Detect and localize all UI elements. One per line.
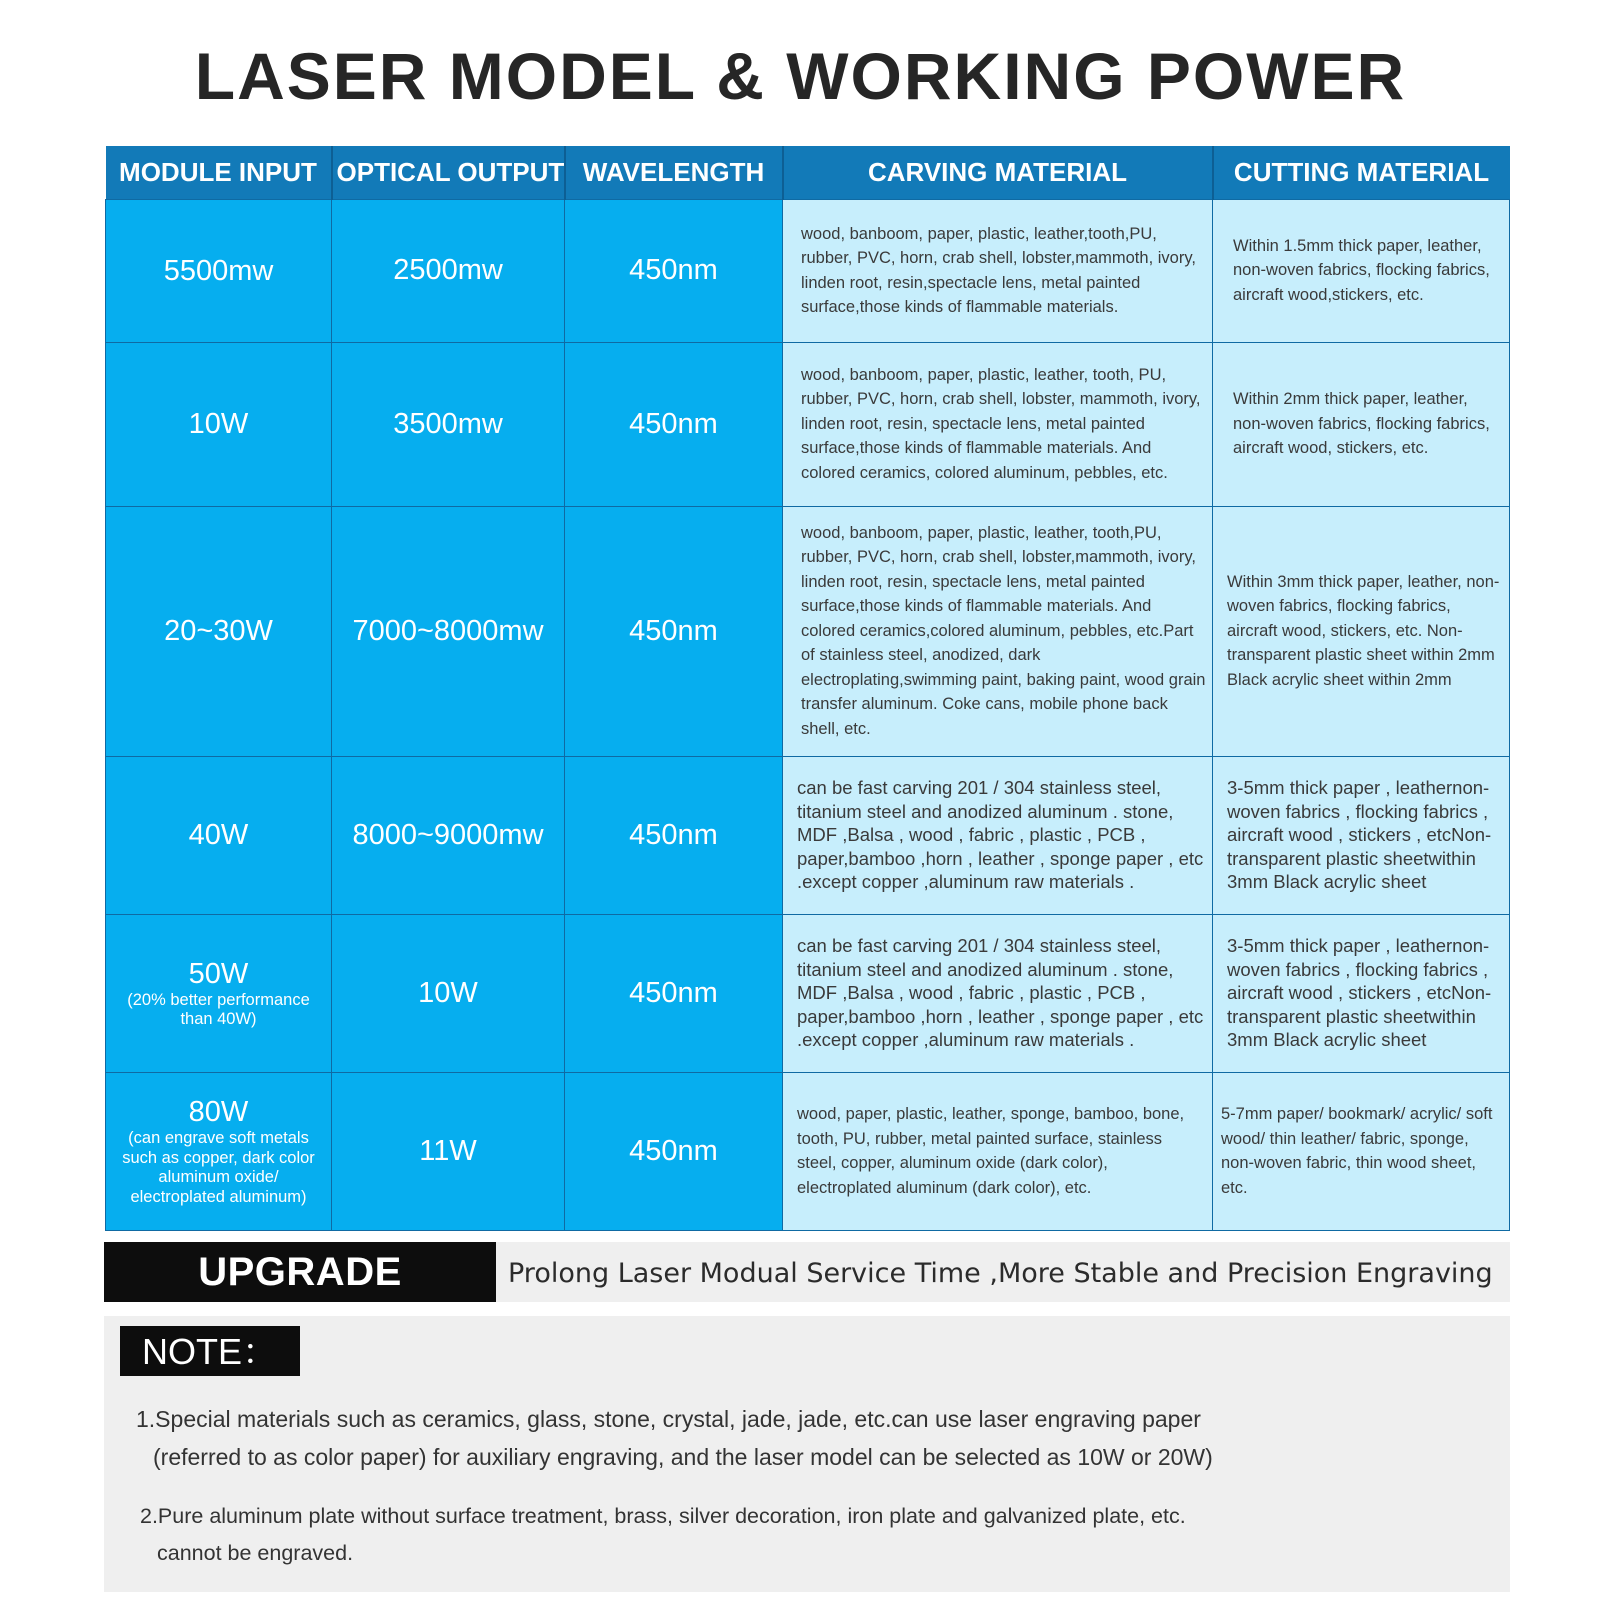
spec-table: [105, 146, 1510, 1231]
header-optical-output: OPTICAL OUTPUT: [332, 146, 565, 199]
optical-output-cell: 2500mw: [332, 199, 565, 342]
carving-material-cell: wood, banboom, paper, plastic, leather, tooth, PU, rubber, PVC, horn, crab shell, lobster, mammoth, ivory, linden root, resin, spectacle lens, metal painted surface,those kinds of flammable materials. And colored ceramics, colored aluminum, pebbles, etc.: [783, 342, 1213, 506]
optical-output-cell: 11W: [332, 1072, 565, 1230]
wavelength-cell: 450nm: [565, 342, 783, 506]
note-line: 2.Pure aluminum plate without surface treatment, brass, silver decoration, iron plate and galvanized plate, etc.: [140, 1504, 1186, 1528]
carving-material-cell: wood, paper, plastic, leather, sponge, bamboo, bone, tooth, PU, rubber, metal painted surface, stainless steel, copper, aluminum oxide (dark color), electroplated aluminum (dark color), etc.: [783, 1072, 1213, 1230]
wavelength-cell: 450nm: [565, 756, 783, 914]
optical-output-cell: 10W: [332, 914, 565, 1072]
upgrade-description: Prolong Laser Modual Service Time ,More Stable and Precision Engraving: [508, 1258, 1493, 1289]
module-input-cell: [106, 506, 332, 756]
note-item: [136, 1400, 1476, 1476]
table-row: [106, 756, 1510, 914]
module-input-cell: [106, 1072, 332, 1230]
module-input-cell: [106, 914, 332, 1072]
header-cutting-material: CUTTING MATERIAL: [1213, 146, 1510, 199]
cutting-material-cell: Within 2mm thick paper, leather, non-woven fabrics, flocking fabrics, aircraft wood, stickers, etc.: [1213, 342, 1510, 506]
header-carving-material: CARVING MATERIAL: [783, 146, 1213, 199]
cutting-material-cell: 3-5mm thick paper , leathernon-woven fabrics , flocking fabrics , aircraft wood , stickers , etcNon-transparent plastic sheetwithin 3mm Black acrylic sheet: [1213, 756, 1510, 914]
table-row: [106, 506, 1510, 756]
note-item: [140, 1498, 1480, 1572]
wavelength-cell: 450nm: [565, 914, 783, 1072]
cutting-material-cell: Within 1.5mm thick paper, leather, non-woven fabrics, flocking fabrics, aircraft wood,stickers, etc.: [1213, 199, 1510, 342]
module-input-cell: [106, 756, 332, 914]
upgrade-version-tag: UPGRADE: [104, 1242, 496, 1302]
page-title: LASER MODEL & WORKING POWER: [194, 39, 1407, 113]
table-header-row: [106, 146, 1510, 199]
cutting-material-cell: 5-7mm paper/ bookmark/ acrylic/ soft wood/ thin leather/ fabric, sponge, non-woven fabric, thin wood sheet, etc.: [1213, 1072, 1510, 1230]
cutting-material-cell: 3-5mm thick paper , leathernon-woven fabrics , flocking fabrics , aircraft wood , stickers , etcNon-transparent plastic sheetwithin 3mm Black acrylic sheet: [1213, 914, 1510, 1072]
note-line: 1.Special materials such as ceramics, glass, stone, crystal, jade, jade, etc.can use laser engraving paper: [136, 1406, 1201, 1432]
table-row: [106, 1072, 1510, 1230]
module-input-value: 80W: [188, 1096, 249, 1128]
wavelength-cell: 450nm: [565, 199, 783, 342]
table-row: [106, 914, 1510, 1072]
optical-output-cell: 7000~8000mw: [332, 506, 565, 756]
optical-output-cell: 3500mw: [332, 342, 565, 506]
note-line: cannot be engraved.: [157, 1541, 354, 1565]
carving-material-cell: can be fast carving 201 / 304 stainless steel, titanium steel and anodized aluminum . stone, MDF ,Balsa , wood , fabric , plastic , PCB , paper,bamboo ,horn , leather , sponge paper , etc .except copper ,aluminum raw materials .: [783, 756, 1213, 914]
module-input-cell: [106, 342, 332, 506]
module-input-value: 5500mw: [163, 254, 274, 287]
upgrade-banner: [104, 1242, 1510, 1302]
module-input-value: 40W: [188, 819, 249, 851]
carving-material-cell: wood, banboom, paper, plastic, leather,tooth,PU, rubber, PVC, horn, crab shell, lobster,mammoth, ivory, linden root, resin,spectacle lens, metal painted surface,those kinds of flammable materials.: [783, 199, 1213, 342]
note-panel: [104, 1316, 1510, 1592]
module-input-value: 10W: [188, 408, 249, 440]
carving-material-cell: can be fast carving 201 / 304 stainless steel, titanium steel and anodized aluminum . stone, MDF ,Balsa , wood , fabric , plastic , PCB , paper,bamboo ,horn , leather , sponge paper , etc .except copper ,aluminum raw materials .: [783, 914, 1213, 1072]
header-wavelength: WAVELENGTH: [565, 146, 783, 199]
note-line: (referred to as color paper) for auxiliary engraving, and the laser model can be selected as 10W or 20W): [153, 1444, 1213, 1470]
module-input-value: 20~30W: [164, 615, 273, 647]
cutting-material-cell: Within 3mm thick paper, leather, non-woven fabrics, flocking fabrics, aircraft wood, stickers, etc. Non-transparent plastic sheet within 2mm Black acrylic sheet within 2mm: [1213, 506, 1510, 756]
optical-output-cell: 8000~9000mw: [332, 756, 565, 914]
table-row: [106, 342, 1510, 506]
module-input-value: 50W: [188, 957, 249, 990]
module-input-note: (20% better performance than 40W): [127, 990, 310, 1028]
module-input-note: (can engrave soft metals such as copper, dark color aluminum oxide/ electroplated aluminum): [122, 1129, 315, 1206]
wavelength-cell: 450nm: [565, 506, 783, 756]
wavelength-cell: 450nm: [565, 1072, 783, 1230]
module-input-cell: [106, 199, 332, 342]
note-tag: NOTE：: [120, 1326, 300, 1376]
header-module-input: MODULE INPUT: [106, 146, 332, 199]
table-row: [106, 199, 1510, 342]
carving-material-cell: wood, banboom, paper, plastic, leather, tooth,PU, rubber, PVC, horn, crab shell, lobster,mammoth, ivory, linden root, resin, spectacle lens, metal painted surface,those kinds of flammable materials. And colored ceramics,colored aluminum, pebbles, etc.Part of stainless steel, anodized, dark electroplating,swimming paint, baking paint, wood grain transfer aluminum. Coke cans, mobile phone back shell, etc.: [783, 506, 1213, 756]
